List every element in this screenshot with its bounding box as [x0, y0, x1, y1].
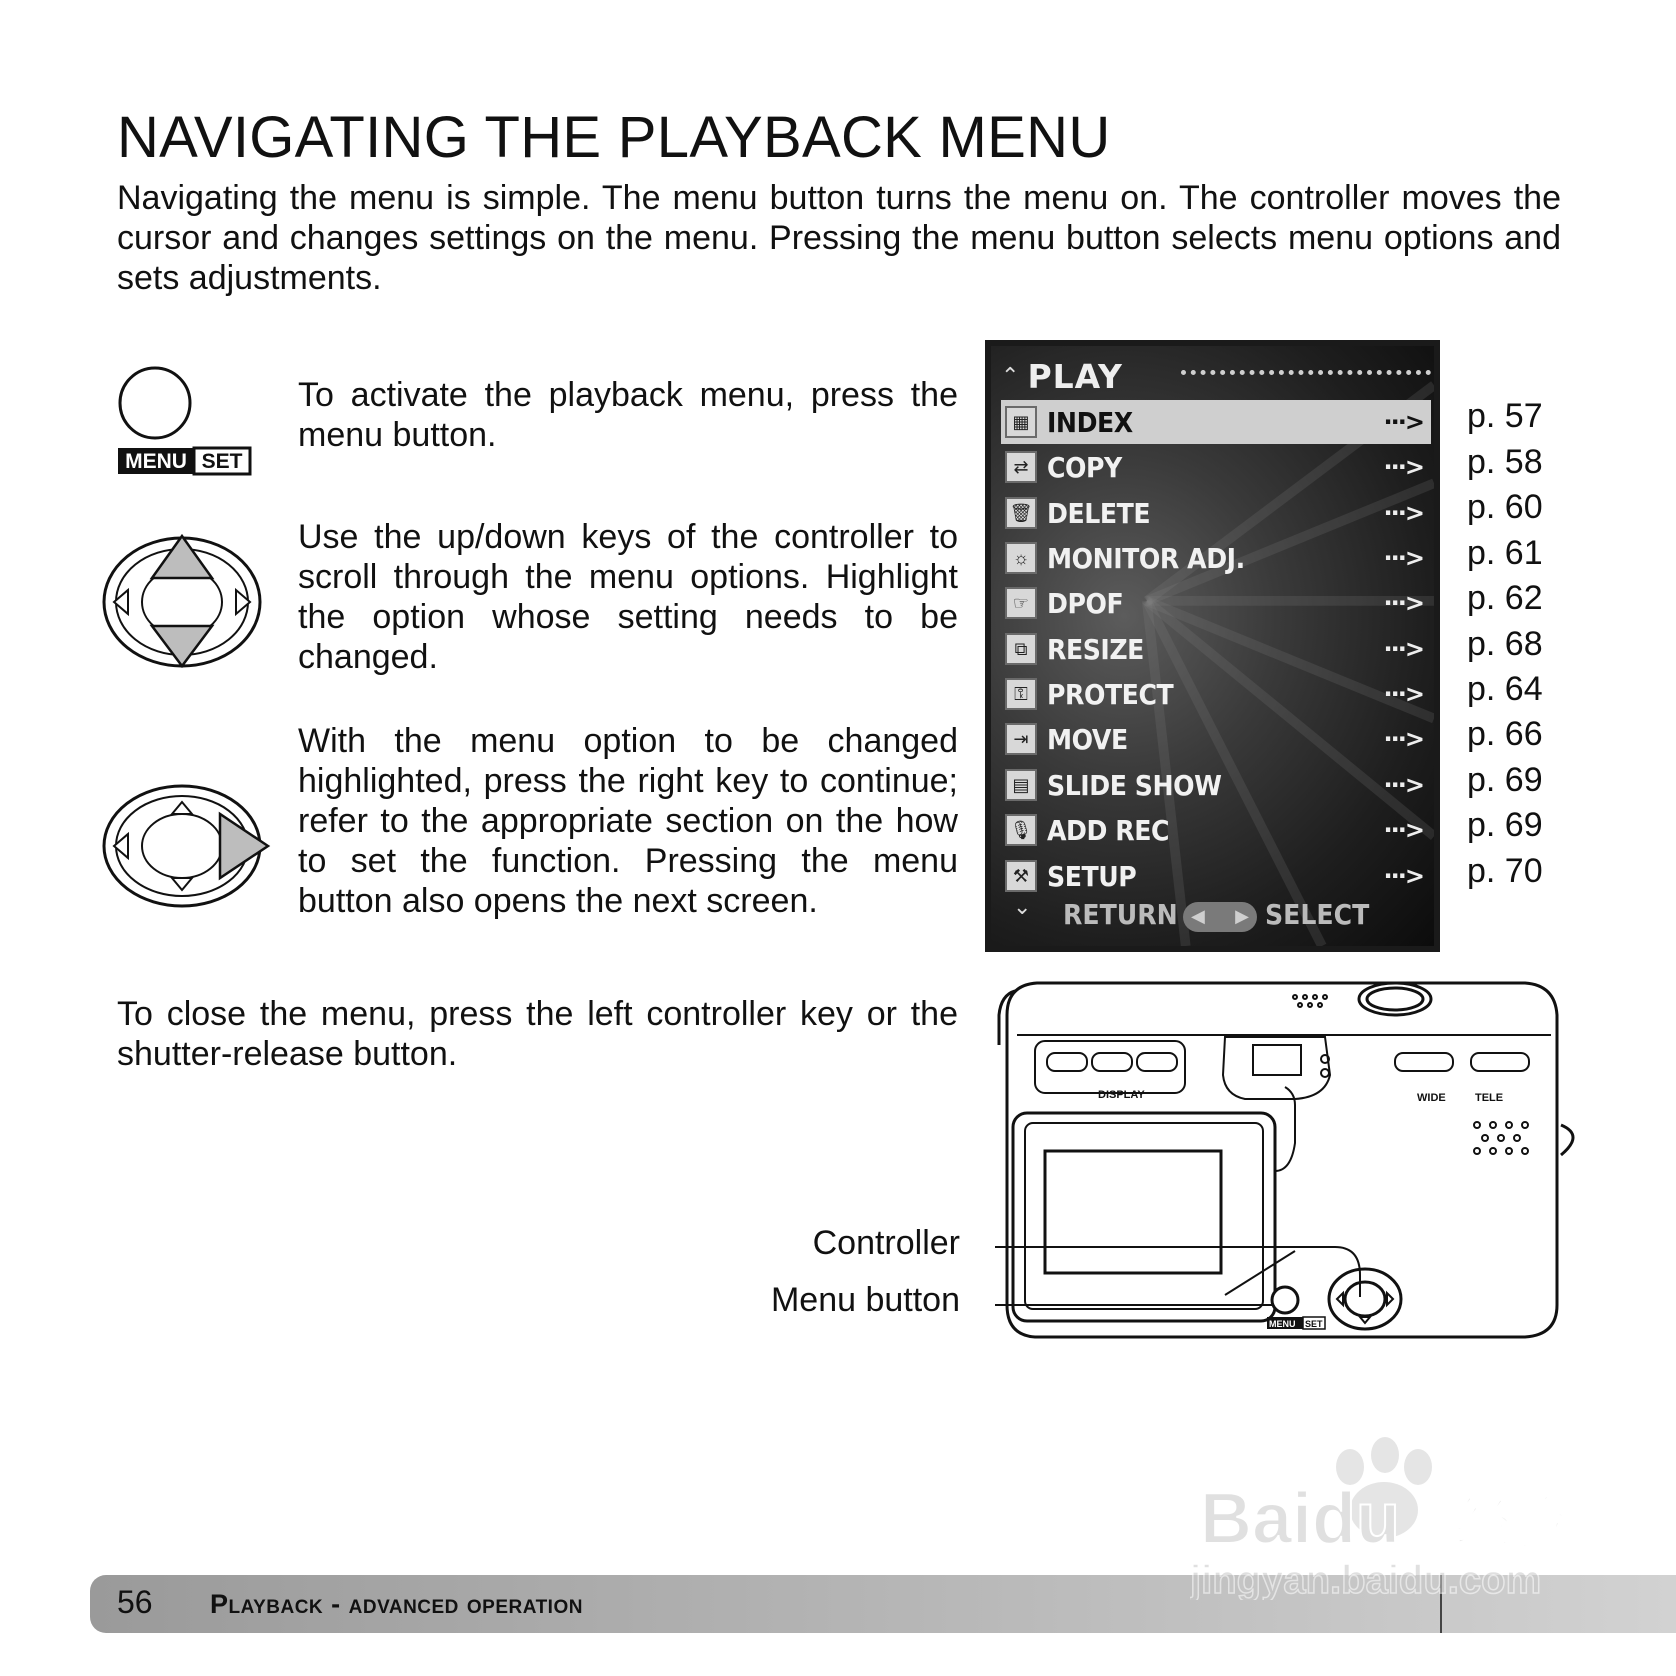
down-caret-icon: ⌄ — [1013, 894, 1032, 919]
arrow-right-icon: ···> — [1383, 408, 1423, 436]
page-ref-delete: p. 60 — [1467, 488, 1543, 526]
key-icon: ⚿ — [1005, 678, 1037, 710]
arrow-right-icon: ···> — [1383, 725, 1423, 753]
set-label: SET — [201, 450, 243, 473]
page-title: NAVIGATING THE PLAYBACK MENU — [117, 105, 1111, 170]
arrow-right-icon: ···> — [1383, 544, 1423, 572]
header-dotted-rule — [1181, 370, 1431, 375]
wide-button-label: WIDE — [1417, 1092, 1446, 1104]
camera-set-label: SET — [1305, 1319, 1323, 1329]
menu-item-label: RESIZE — [1047, 632, 1144, 666]
resize-icon: ⧉ — [1005, 633, 1037, 665]
controller-callout: Controller — [812, 1224, 960, 1262]
arrow-right-icon: ···> — [1383, 453, 1423, 481]
menu-item-dpof[interactable] — [1001, 581, 1431, 625]
page-ref-protect: p. 64 — [1467, 670, 1543, 708]
dpof-hand-icon: ☞ — [1005, 587, 1037, 619]
copy-icon: ⇄ — [1005, 451, 1037, 483]
menu-item-label: MONITOR ADJ. — [1047, 541, 1245, 575]
section-title: Playback - advanced operation — [210, 1589, 583, 1619]
menu-item-index[interactable] — [1001, 400, 1431, 444]
menu-set-button-icon — [114, 364, 254, 476]
menu-label: MENU — [125, 450, 187, 473]
lcd-playback-menu — [985, 340, 1440, 952]
left-right-keys-icon — [1183, 902, 1257, 932]
page-ref-move: p. 66 — [1467, 715, 1543, 753]
slideshow-icon: ▤ — [1005, 769, 1037, 801]
right-arrow-icon: ▶ — [1235, 906, 1249, 926]
menu-item-protect[interactable] — [1001, 672, 1431, 716]
arrow-right-icon: ···> — [1383, 862, 1423, 890]
tools-icon: ⚒ — [1005, 860, 1037, 892]
menu-footer — [1001, 894, 1431, 938]
page-ref-add-rec: p. 69 — [1467, 806, 1543, 844]
monitor-brightness-icon: ☼ — [1005, 542, 1037, 574]
page-ref-monitor-adj: p. 61 — [1467, 534, 1543, 572]
display-button-label: DISPLAY — [1098, 1089, 1145, 1101]
menu-item-label: DELETE — [1047, 496, 1151, 530]
menu-item-move[interactable] — [1001, 717, 1431, 761]
arrow-right-icon: ···> — [1383, 680, 1423, 708]
page-ref-copy: p. 58 — [1467, 443, 1543, 481]
move-icon: ⇥ — [1005, 723, 1037, 755]
menu-item-label: ADD REC — [1047, 813, 1170, 847]
close-instructions: To close the menu, press the left controller key or the shutter-release button. — [117, 995, 958, 1073]
page-ref-dpof: p. 62 — [1467, 579, 1543, 617]
menu-button-callout: Menu button — [770, 1281, 960, 1319]
step-3-text: With the menu option to be changed highlighted, press the right key to continue; refer to the appropriate section on the how to set the function. Pressing the menu button also opens the next screen. — [298, 722, 958, 920]
page-ref-resize: p. 68 — [1467, 625, 1543, 663]
return-label: RETURN — [1063, 898, 1178, 931]
menu-item-label: COPY — [1047, 450, 1122, 484]
arrow-right-icon: ···> — [1383, 816, 1423, 844]
watermark-brand: Baidu — [1200, 1479, 1401, 1559]
menu-item-delete[interactable] — [1001, 491, 1431, 535]
menu-item-setup[interactable] — [1001, 854, 1431, 898]
up-caret-icon: ⌃ — [1001, 363, 1020, 388]
arrow-right-icon: ···> — [1383, 499, 1423, 527]
page-ref-setup: p. 70 — [1467, 852, 1543, 890]
menu-item-label: SLIDE SHOW — [1047, 768, 1222, 802]
arrow-right-icon: ···> — [1383, 635, 1423, 663]
select-label: SELECT — [1265, 898, 1370, 931]
page-ref-slide-show: p. 69 — [1467, 761, 1543, 799]
step-1-text: To activate the playback menu, press the menu button. — [298, 376, 958, 454]
arrow-right-icon: ···> — [1383, 771, 1423, 799]
left-arrow-icon: ◀ — [1191, 906, 1205, 926]
arrow-right-icon: ···> — [1383, 589, 1423, 617]
menu-item-label: DPOF — [1047, 586, 1124, 620]
controller-right-icon — [100, 780, 272, 910]
camera-back-illustration — [995, 975, 1595, 1345]
microphone-icon: 🎙 — [1005, 814, 1037, 846]
menu-item-label: PROTECT — [1047, 677, 1174, 711]
page-number: 56 — [117, 1584, 153, 1620]
menu-item-monitor-adj[interactable] — [1001, 536, 1431, 580]
menu-item-label: INDEX — [1047, 405, 1133, 439]
watermark-url: jingyan.baidu.com — [1190, 1558, 1542, 1600]
menu-header-label: PLAY — [1027, 356, 1123, 396]
menu-item-slide-show[interactable] — [1001, 763, 1431, 807]
trash-icon: 🗑 — [1005, 497, 1037, 529]
menu-item-label: MOVE — [1047, 722, 1128, 756]
controller-up-down-icon — [100, 532, 266, 672]
menu-header — [1001, 356, 1123, 396]
page-ref-index: p. 57 — [1467, 397, 1543, 435]
menu-item-label: SETUP — [1047, 859, 1137, 893]
watermark-suffix: 经验 — [1455, 1492, 1567, 1557]
menu-item-resize[interactable] — [1001, 627, 1431, 671]
tele-button-label: TELE — [1475, 1092, 1504, 1104]
menu-item-add-rec[interactable] — [1001, 808, 1431, 852]
menu-item-copy[interactable] — [1001, 445, 1431, 489]
camera-menu-label: MENU — [1269, 1319, 1296, 1329]
index-grid-icon: ▦ — [1005, 406, 1037, 438]
baidu-watermark — [1190, 1425, 1610, 1600]
step-2-text: Use the up/down keys of the controller to scroll through the menu options. Highlight the option whose setting needs to be changed. — [298, 518, 958, 676]
intro-paragraph: Navigating the menu is simple. The menu button turns the menu on. The controller moves the cursor and changes settings on the menu. Pressing the menu button selects menu options and sets adjustments. — [117, 179, 1561, 297]
